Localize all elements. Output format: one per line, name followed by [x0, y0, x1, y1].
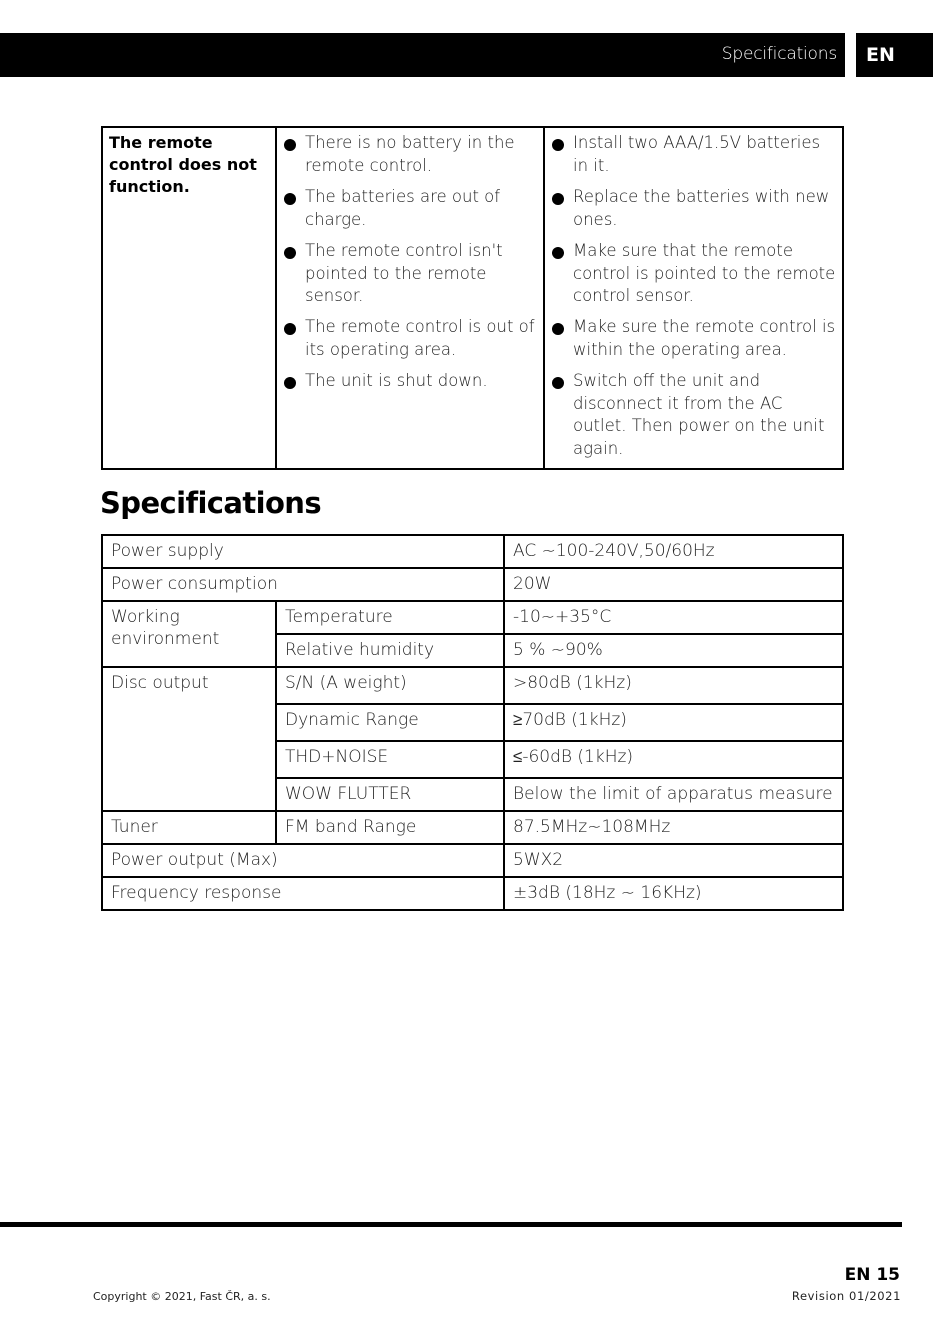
solution-item: Make sure the remote control is within the operating area.: [551, 316, 836, 370]
table-row: [102, 535, 843, 568]
table-row: [102, 127, 843, 469]
spec-value: ≤-60dB (1kHz): [504, 741, 843, 778]
footer-rule: [0, 1222, 902, 1227]
specifications-table: [101, 534, 844, 911]
spec-value: 5 % ~90%: [504, 634, 843, 667]
solutions-list: [551, 132, 836, 460]
spec-label: Relative humidity: [276, 634, 504, 667]
specifications-heading: Specifications: [100, 486, 321, 520]
spec-value: ±3dB (18Hz ~ 16KHz): [504, 877, 843, 910]
table-row: [102, 568, 843, 601]
spec-label: S/N (A weight): [276, 667, 504, 704]
spec-label: Frequency response: [102, 877, 504, 910]
cause-item: There is no battery in the remote control.: [283, 132, 537, 186]
cause-item: The batteries are out of charge.: [283, 186, 537, 240]
table-row: [102, 667, 843, 704]
spec-group-label: Working environment: [102, 601, 276, 667]
spec-value: >80dB (1kHz): [504, 667, 843, 704]
spec-value: 5WX2: [504, 844, 843, 877]
spec-label: WOW FLUTTER: [276, 778, 504, 811]
cause-item: The unit is shut down.: [283, 370, 537, 424]
spec-label: Temperature: [276, 601, 504, 634]
spec-value: 20W: [504, 568, 843, 601]
troubleshooting-table: [101, 126, 844, 470]
table-row: [102, 844, 843, 877]
spec-value: 87.5MHz~108MHz: [504, 811, 843, 844]
causes-list: [283, 132, 537, 424]
solution-item: Switch off the unit and disconnect it from the AC outlet. Then power on the unit again.: [551, 370, 836, 460]
table-row: [102, 811, 843, 844]
causes-cell: [276, 127, 544, 469]
table-row: [102, 601, 843, 634]
spec-label: THD+NOISE: [276, 741, 504, 778]
problem-cell: The remote control does not function.: [102, 127, 276, 469]
spec-label: FM band Range: [276, 811, 504, 844]
revision-text: Revision 01/2021: [791, 1289, 901, 1303]
header-bar: [0, 33, 845, 77]
spec-label: Dynamic Range: [276, 704, 504, 741]
language-badge: EN: [856, 33, 933, 77]
solutions-cell: [544, 127, 843, 469]
spec-label: Power consumption: [102, 568, 504, 601]
cause-item: The remote control is out of its operating area.: [283, 316, 537, 370]
solution-item: Replace the batteries with new ones.: [551, 186, 836, 240]
cause-item: The remote control isn't pointed to the remote sensor.: [283, 240, 537, 316]
spec-label: Power output (Max): [102, 844, 504, 877]
spec-value: ≥70dB (1kHz): [504, 704, 843, 741]
spec-group-label: Disc output: [102, 667, 276, 811]
solution-item: Install two AAA/1.5V batteries in it.: [551, 132, 836, 186]
table-row: [102, 877, 843, 910]
page-number: EN 15: [844, 1265, 900, 1285]
spec-value: AC ~100-240V,50/60Hz: [504, 535, 843, 568]
spec-group-label: Tuner: [102, 811, 276, 844]
solution-item: Make sure that the remote control is pointed to the remote control sensor.: [551, 240, 836, 316]
header-section-title: Specifications: [721, 44, 837, 64]
copyright-text: Copyright © 2021, Fast ČR, a. s.: [93, 1290, 271, 1303]
spec-value: -10~+35°C: [504, 601, 843, 634]
spec-value: Below the limit of apparatus measure: [504, 778, 843, 811]
spec-label: Power supply: [102, 535, 504, 568]
